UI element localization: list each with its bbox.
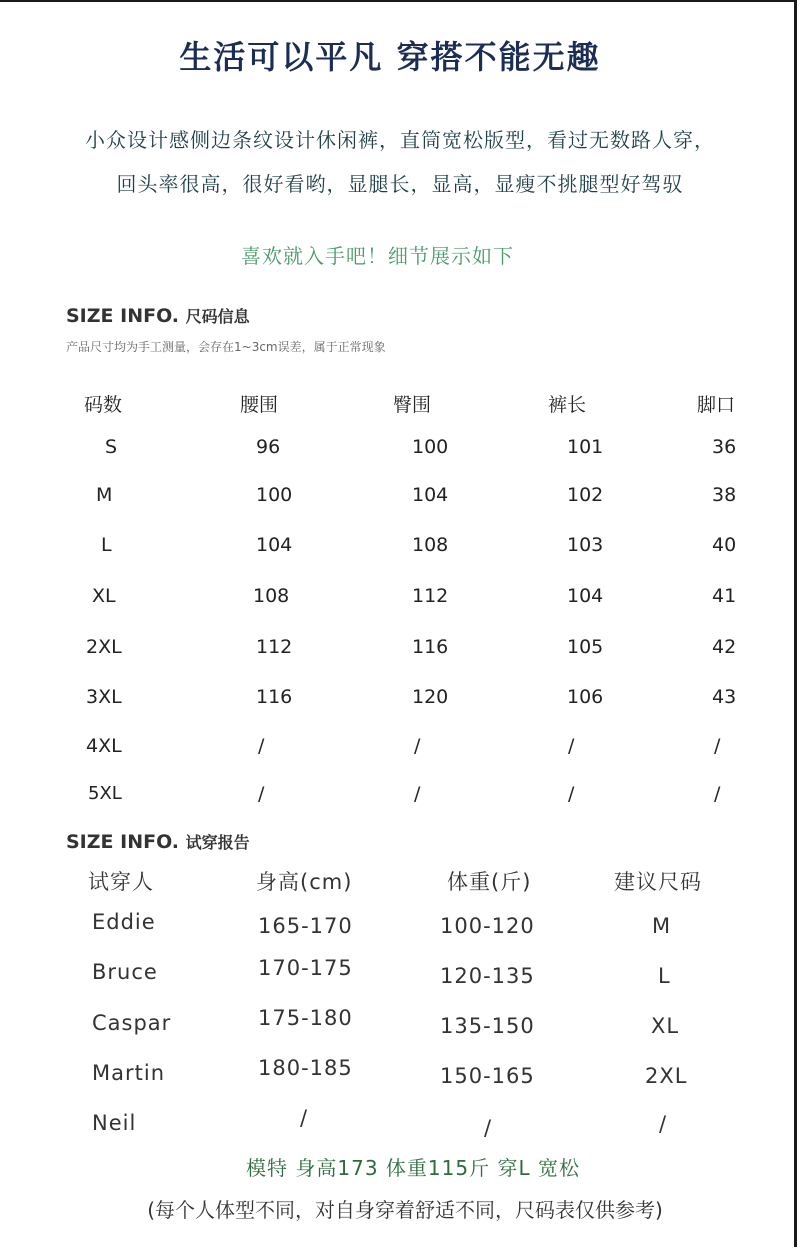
size-value-cell: 100 — [412, 436, 449, 458]
size-value-cell: 43 — [712, 686, 737, 708]
measurement-note: 产品尺寸均为手工测量，会存在1~3cm误差，属于正常现象 — [66, 340, 386, 354]
try-on-header-cell: 建议尺码 — [614, 870, 702, 894]
try-on-header-cell: 体重(斤) — [447, 870, 532, 894]
size-label-cell: 5XL — [88, 783, 122, 804]
size-value-cell: 102 — [567, 484, 604, 506]
try-on-header-cell: 身高(cm) — [256, 870, 353, 894]
size-header-cell: 腰围 — [240, 394, 279, 416]
size-header-cell: 裤长 — [548, 394, 587, 416]
try-on-value-cell: 120-135 — [440, 964, 535, 988]
size-value-cell: 120 — [412, 686, 449, 708]
try-on-value-cell: 175-180 — [258, 1006, 353, 1030]
size-value-cell: 108 — [412, 534, 449, 556]
size-value-cell: 104 — [567, 585, 604, 607]
size-value-cell: 96 — [256, 436, 281, 458]
size-value-cell: / — [258, 735, 265, 757]
size-value-cell: / — [258, 783, 265, 805]
try-on-value-cell: 180-185 — [258, 1056, 353, 1080]
size-value-cell: 100 — [256, 484, 293, 506]
size-value-cell: 104 — [256, 534, 293, 556]
size-value-cell: 106 — [567, 686, 604, 708]
size-value-cell: / — [568, 783, 575, 805]
try-on-value-cell: / — [484, 1116, 493, 1140]
tester-name-cell: Bruce — [92, 960, 158, 984]
size-value-cell: / — [414, 783, 421, 805]
size-label-cell: S — [105, 436, 118, 458]
size-info-heading-en: SIZE INFO. — [66, 305, 180, 327]
page-title: 生活可以平凡 穿搭不能无趣 — [179, 38, 601, 76]
intro-line-2: 回头率很高，很好看哟，显腿长，显高，显瘦不挑腿型好驾驭 — [116, 172, 684, 196]
size-label-cell: 4XL — [86, 735, 122, 757]
size-value-cell: 38 — [712, 484, 737, 506]
size-value-cell: 101 — [567, 436, 604, 458]
tester-name-cell: Caspar — [92, 1011, 172, 1035]
model-note: 模特 身高173 体重115斤 穿L 宽松 — [246, 1156, 580, 1180]
size-value-cell: 112 — [412, 585, 449, 607]
try-on-value-cell: 150-165 — [440, 1064, 535, 1088]
size-value-cell: 112 — [256, 636, 293, 658]
size-label-cell: XL — [92, 585, 116, 607]
size-value-cell: / — [714, 783, 721, 805]
size-header-cell: 脚口 — [697, 394, 736, 416]
size-label-cell: 2XL — [86, 636, 122, 658]
try-on-heading — [66, 830, 250, 853]
size-label-cell: L — [101, 534, 112, 556]
size-value-cell: 103 — [567, 534, 604, 556]
try-on-value-cell: XL — [651, 1014, 680, 1038]
try-on-value-cell: 2XL — [645, 1064, 688, 1088]
size-value-cell: 116 — [412, 636, 449, 658]
tester-name-cell: Martin — [92, 1061, 165, 1085]
size-value-cell: / — [414, 735, 421, 757]
try-on-heading-zh: 试穿报告 — [185, 833, 250, 852]
try-on-value-cell: M — [652, 914, 672, 938]
disclaimer: (每个人体型不同，对自身穿着舒适不同，尺码表仅供参考) — [147, 1198, 663, 1222]
size-info-heading-zh: 尺码信息 — [185, 307, 250, 326]
tester-name-cell: Neil — [92, 1111, 137, 1135]
size-label-cell: M — [96, 484, 113, 506]
size-value-cell: 36 — [712, 436, 737, 458]
size-label-cell: 3XL — [86, 686, 122, 708]
try-on-value-cell: 135-150 — [440, 1014, 535, 1038]
try-on-value-cell: L — [658, 964, 671, 988]
size-header-cell: 臀围 — [393, 394, 432, 416]
size-info-heading — [66, 304, 250, 327]
size-value-cell: 42 — [712, 636, 737, 658]
try-on-header-cell: 试穿人 — [88, 870, 154, 894]
try-on-value-cell: 100-120 — [440, 914, 535, 938]
size-value-cell: 105 — [567, 636, 604, 658]
size-value-cell: 116 — [256, 686, 293, 708]
size-value-cell: / — [714, 735, 721, 757]
size-value-cell: 40 — [712, 534, 737, 556]
try-on-value-cell: / — [659, 1112, 668, 1136]
try-on-value-cell: / — [300, 1106, 309, 1130]
size-value-cell: / — [568, 735, 575, 757]
size-value-cell: 104 — [412, 484, 449, 506]
intro-line-1: 小众设计感侧边条纹设计休闲裤，直筒宽松版型，看过无数路人穿， — [85, 128, 715, 152]
tester-name-cell: Eddie — [92, 910, 156, 934]
size-value-cell: 41 — [712, 585, 737, 607]
try-on-value-cell: 165-170 — [258, 914, 353, 938]
size-value-cell: 108 — [253, 585, 290, 607]
size-header-cell: 码数 — [84, 394, 123, 416]
call-to-action: 喜欢就入手吧！细节展示如下 — [241, 244, 514, 268]
try-on-value-cell: 170-175 — [258, 956, 353, 980]
try-on-heading-en: SIZE INFO. — [66, 831, 180, 853]
